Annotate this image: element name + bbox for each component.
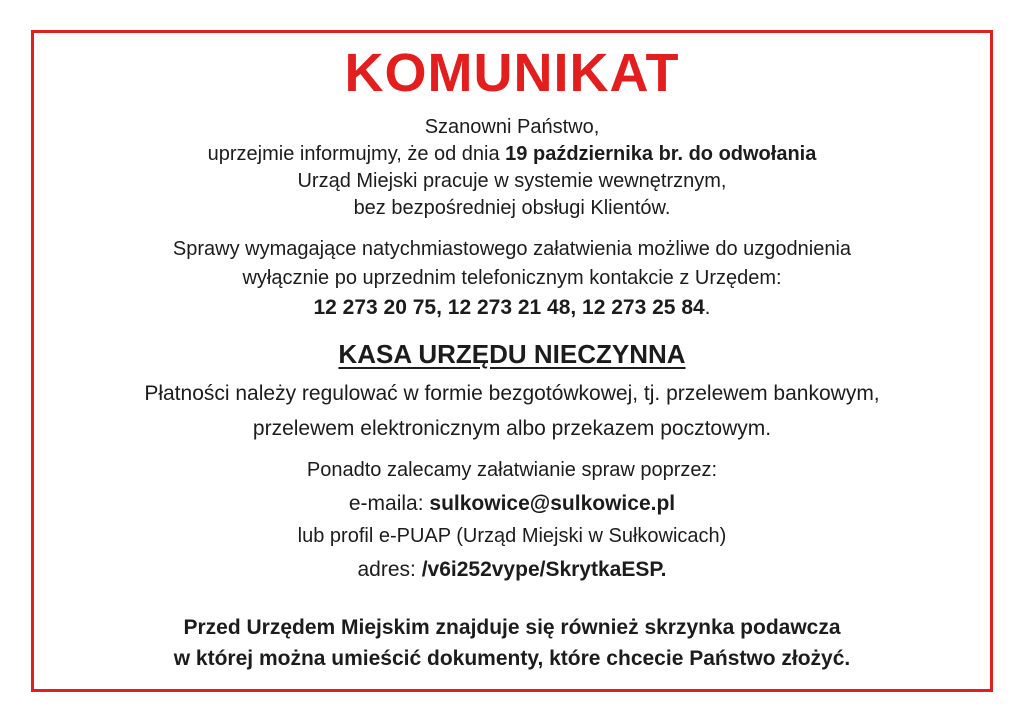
email-line [34, 487, 990, 520]
payments-line-1: Płatności należy regulować w formie bezgotówkowej, tj. przelewem bankowym, [144, 382, 880, 405]
epuap-address-line [34, 553, 990, 586]
epuap-address: /v6i252vype/SkrytkaESP. [421, 558, 667, 581]
dropbox-line-2: w której można umieścić dokumenty, które chcecie Państwo złożyć. [173, 647, 851, 670]
email-address: sulkowice@sulkowice.pl [429, 492, 676, 515]
phone-numbers-period: . [704, 296, 711, 319]
contact-paragraph [34, 235, 990, 322]
intro-line-date [34, 141, 990, 168]
payments-line-2: przelewem elektronicznym albo przekazem pocztowym. [252, 417, 772, 440]
online-line-intro: Ponadto zalecamy załatwianie spraw poprzez: [306, 459, 718, 481]
intro-date-bold: 19 października br. do odwołania [505, 143, 817, 165]
phone-numbers: 12 273 20 75, 12 273 21 48, 12 273 25 84 [313, 296, 705, 319]
intro-line-greeting: Szanowni Państwo, [424, 116, 600, 138]
email-label: e-maila: [348, 492, 430, 515]
address-label: adres: [357, 558, 422, 581]
notice-panel [31, 30, 993, 692]
phone-numbers-line [34, 293, 990, 322]
dropbox-line-1: Przed Urzędem Miejskim znajduje się również skrzynka podawcza [183, 616, 841, 639]
payments-paragraph [34, 376, 990, 446]
intro-paragraph [34, 114, 990, 222]
page-title: KOMUNIKAT [344, 43, 680, 103]
online-paragraph [34, 454, 990, 586]
epuap-line: lub profil e-PUAP (Urząd Miejski w Sułkowicach) [297, 525, 727, 547]
contact-line-2: wyłącznie po uprzednim telefonicznym kontakcie z Urzędem: [242, 267, 782, 289]
kasa-heading: KASA URZĘDU NIECZYNNA [338, 339, 686, 369]
intro-line-no-service: bez bezpośredniej obsługi Klientów. [353, 197, 671, 219]
dropbox-paragraph [34, 612, 990, 674]
intro-line-system: Urząd Miejski pracuje w systemie wewnętrznym, [297, 170, 727, 192]
intro-date-prefix: uprzejmie informujmy, że od dnia [207, 143, 506, 165]
contact-line-1: Sprawy wymagające natychmiastowego załatwienia możliwe do uzgodnienia [172, 238, 852, 260]
